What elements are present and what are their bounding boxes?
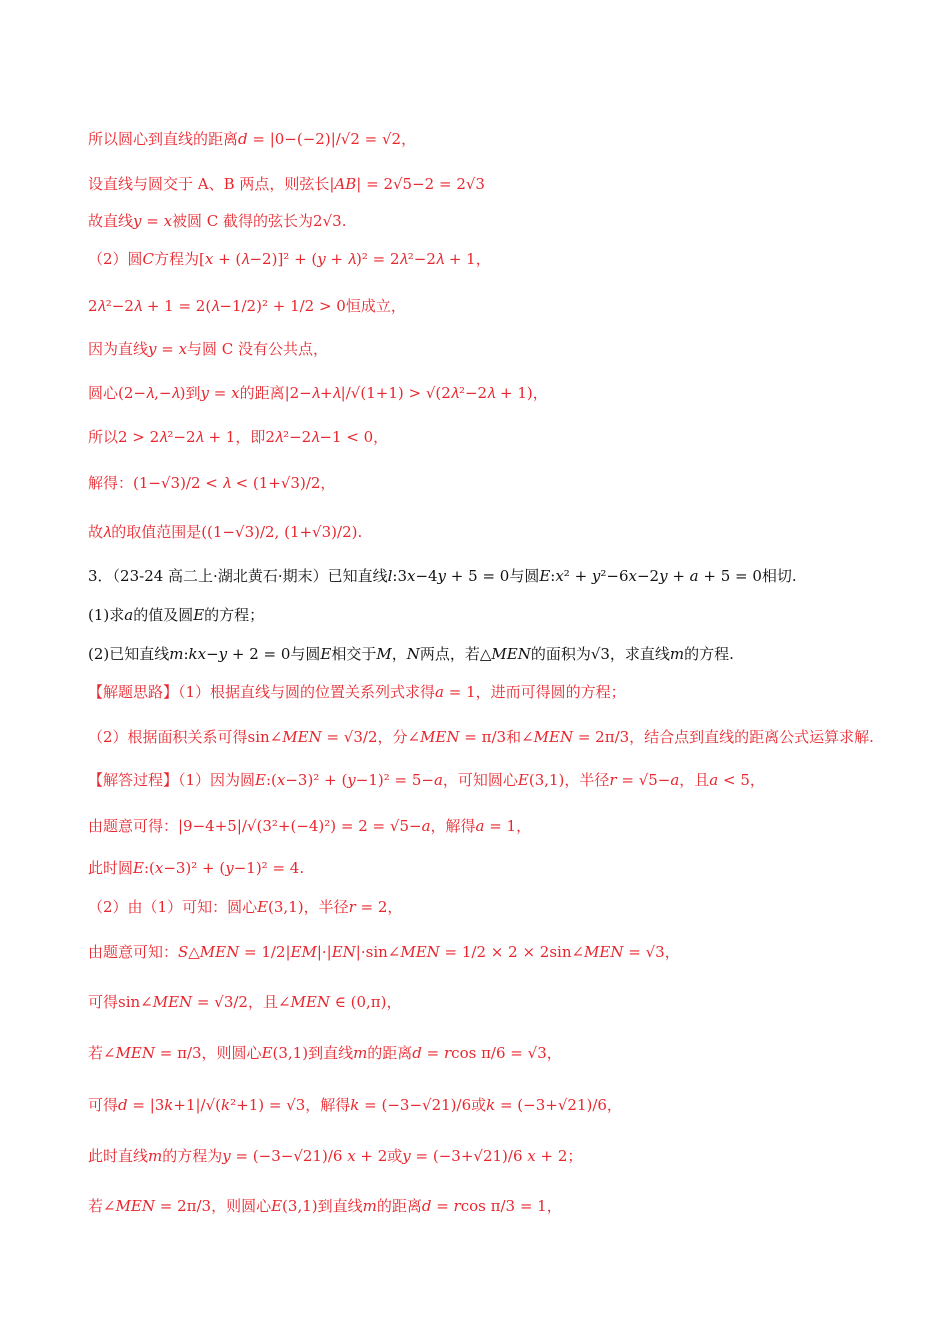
text-line: 所以圆心到直线的距离𝑑 = |0−(−2)|/√2 = √2，: [88, 130, 417, 148]
solution-process: 【解答过程】（1）因为圆𝐸:(𝑥−3)² + (𝑦−1)² = 5−𝑎，可知圆心𝐸(3,1)，半径𝑟 = √5−𝑎，且𝑎 < 5，: [88, 771, 765, 789]
text-line: 圆心(2−𝜆,−𝜆)到𝑦 = 𝑥的距离|2−𝜆+𝜆|/√(1+1) > √(2𝜆²−2𝜆 + 1)，: [88, 384, 548, 402]
text-line: 故𝜆的取值范围是((1−√3)/2, (1+√3)/2).: [88, 523, 363, 541]
text-line: （2）根据面积关系可得sin∠𝑀𝐸𝑁 = √3/2，分∠𝑀𝐸𝑁 = π/3和∠𝑀𝐸𝑁 = 2π/3，结合点到直线的距离公式运算求解.: [88, 728, 874, 746]
sub-question-2: (2)已知直线𝑚:𝑘𝑥−𝑦 + 2 = 0与圆𝐸相交于𝑀，𝑁两点，若△𝑀𝐸𝑁的面积为√3，求直线𝑚的方程.: [88, 645, 734, 663]
text-line: 所以2 > 2𝜆²−2𝜆 + 1，即2𝜆²−2𝜆−1 < 0，: [88, 428, 389, 446]
text-line: 2𝜆²−2𝜆 + 1 = 2(𝜆−1/2)² + 1/2 > 0恒成立，: [88, 297, 406, 315]
text-line: 此时圆𝐸:(𝑥−3)² + (𝑦−1)² = 4.: [88, 859, 305, 877]
text-line: 若∠𝑀𝐸𝑁 = 2π/3，则圆心𝐸(3,1)到直线𝑚的距离𝑑 = 𝑟cos π/3 = 1，: [88, 1197, 562, 1215]
solution-idea: 【解题思路】（1）根据直线与圆的位置关系列式求得𝑎 = 1，进而可得圆的方程；: [88, 683, 626, 701]
text-line: 可得𝑑 = |3𝑘+1|/√(𝑘²+1) = √3，解得𝑘 = (−3−√21)/6或𝑘 = (−3+√21)/6，: [88, 1096, 622, 1114]
text-line: 解得：(1−√3)/2 < 𝜆 < (1+√3)/2，: [88, 474, 336, 492]
text-line: 设直线与圆交于 A、B 两点，则弦长|𝐴𝐵| = 2√5−2 = 2√3: [88, 175, 485, 193]
text-line: （2）圆𝐶方程为[𝑥 + (𝜆−2)]² + (𝑦 + 𝜆)² = 2𝜆²−2𝜆 + 1，: [88, 250, 491, 268]
text-line: 故直线𝑦 = 𝑥被圆 C 截得的弦长为2√3.: [88, 212, 347, 230]
text-line: 由题意可得：|9−4+5|/√(3²+(−4)²) = 2 = √5−𝑎，解得𝑎 = 1，: [88, 817, 532, 835]
question-stem: 3．（23-24 高二上·湖北黄石·期末）已知直线𝑙:3𝑥−4𝑦 + 5 = 0与圆𝐸:𝑥² + 𝑦²−6𝑥−2𝑦 + 𝑎 + 5 = 0相切.: [88, 567, 797, 585]
text-line: （2）由（1）可知：圆心𝐸(3,1)，半径𝑟 = 2，: [88, 898, 403, 916]
sub-question-1: (1)求𝑎的值及圆𝐸的方程；: [88, 606, 265, 624]
text-line: 可得sin∠𝑀𝐸𝑁 = √3/2，且∠𝑀𝐸𝑁 ∈ (0,π)，: [88, 993, 402, 1011]
text-line: 若∠𝑀𝐸𝑁 = π/3，则圆心𝐸(3,1)到直线𝑚的距离𝑑 = 𝑟cos π/6 = √3，: [88, 1044, 562, 1062]
text-line: 由题意可知：𝑆△𝑀𝐸𝑁 = 1/2|𝐸𝑀|·|𝐸𝑁|·sin∠𝑀𝐸𝑁 = 1/2 × 2 × 2sin∠𝑀𝐸𝑁 = √3，: [88, 943, 680, 961]
text-line: 因为直线𝑦 = 𝑥与圆 C 没有公共点，: [88, 340, 329, 358]
text-line: 此时直线𝑚的方程为𝑦 = (−3−√21)/6 𝑥 + 2或𝑦 = (−3+√21)/6 𝑥 + 2；: [88, 1147, 583, 1165]
